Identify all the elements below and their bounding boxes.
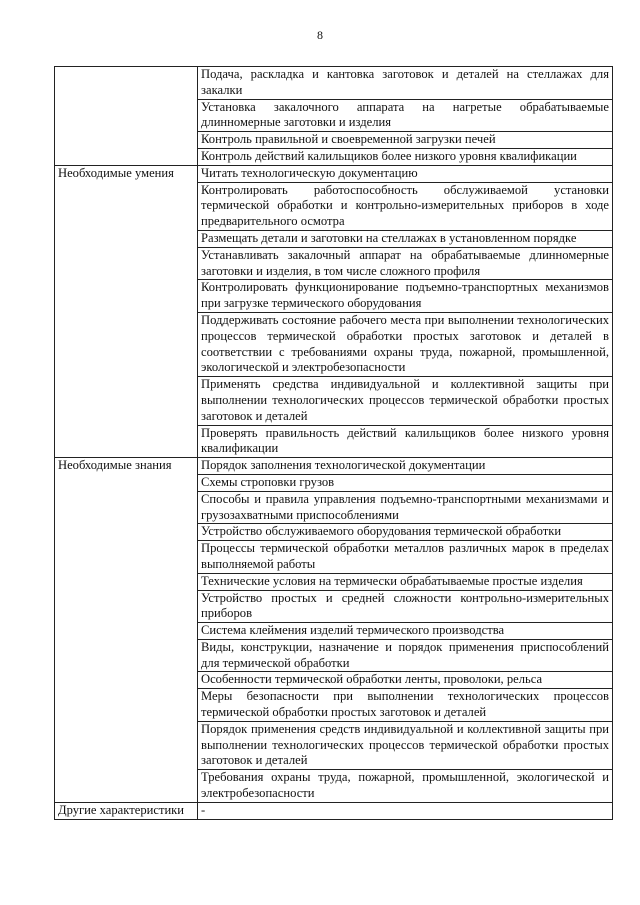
section-label: Другие характеристики <box>55 802 198 819</box>
requirement-item: Поддерживать состояние рабочего места при выполнении технологических процессов термической обработки простых заготовок и деталей в соответствии с требованиями охраны труда, пожарной, промышленной, экологической и электробезопасности <box>198 312 613 376</box>
requirement-item: Контроль действий калильщиков более низкого уровня квалификации <box>198 148 613 165</box>
requirement-item: Система клеймения изделий термического производства <box>198 623 613 640</box>
section-label: Необходимые знания <box>55 458 198 803</box>
requirement-item: Проверять правильность действий калильщиков более низкого уровня квалификации <box>198 425 613 458</box>
requirement-item: Меры безопасности при выполнении технологических процессов термической обработки простых заготовок и деталей <box>198 689 613 722</box>
requirement-item: Устанавливать закалочный аппарат на обрабатываемые длинномерные заготовки и изделия, в том числе сложного профиля <box>198 247 613 280</box>
requirement-item: Способы и правила управления подъемно-транспортными механизмами и грузозахватными приспособлениями <box>198 491 613 524</box>
table-row <box>55 802 613 819</box>
section-label <box>55 67 198 166</box>
requirement-item: Порядок применения средств индивидуальной и коллективной защиты при выполнении технологических процессов термической обработки простых заготовок и деталей <box>198 721 613 769</box>
requirement-item: Устройство простых и средней сложности контрольно-измерительных приборов <box>198 590 613 623</box>
requirement-item: Устройство обслуживаемого оборудования термической обработки <box>198 524 613 541</box>
requirement-item: Схемы строповки грузов <box>198 474 613 491</box>
section-label: Необходимые умения <box>55 165 198 457</box>
table-row <box>55 165 613 182</box>
requirement-item: Применять средства индивидуальной и коллективной защиты при выполнении технологических процессов термической обработки простых заготовок и деталей <box>198 377 613 425</box>
requirement-item: Процессы термической обработки металлов различных марок в пределах выполняемой работы <box>198 541 613 574</box>
requirement-item: Технические условия на термически обрабатываемые простые изделия <box>198 573 613 590</box>
requirement-item: Контролировать функционирование подъемно-транспортных механизмов при загрузке термического оборудования <box>198 280 613 313</box>
requirement-item: Порядок заполнения технологической документации <box>198 458 613 475</box>
table-body <box>55 67 613 820</box>
requirement-item: Особенности термической обработки ленты, проволоки, рельса <box>198 672 613 689</box>
requirement-item: Размещать детали и заготовки на стеллажах в установленном порядке <box>198 230 613 247</box>
requirement-item: Подача, раскладка и кантовка заготовок и деталей на стеллажах для закалки <box>198 67 613 100</box>
table-row <box>55 458 613 475</box>
requirement-item: - <box>198 802 613 819</box>
table-row <box>55 67 613 100</box>
requirement-item: Установка закалочного аппарата на нагретые обрабатываемые длинномерные заготовки и изделия <box>198 99 613 132</box>
requirement-item: Контролировать работоспособность обслуживаемой установки термической обработки и контрольно-измерительных приборов в ходе предварительного осмотра <box>198 182 613 230</box>
requirement-item: Требования охраны труда, пожарной, промышленной, экологической и электробезопасности <box>198 770 613 803</box>
requirement-item: Читать технологическую документацию <box>198 165 613 182</box>
page-number: 8 <box>317 28 323 42</box>
requirement-item: Виды, конструкции, назначение и порядок применения приспособлений для термической обработки <box>198 639 613 672</box>
job-requirements-table <box>54 66 613 820</box>
requirement-item: Контроль правильной и своевременной загрузки печей <box>198 132 613 149</box>
